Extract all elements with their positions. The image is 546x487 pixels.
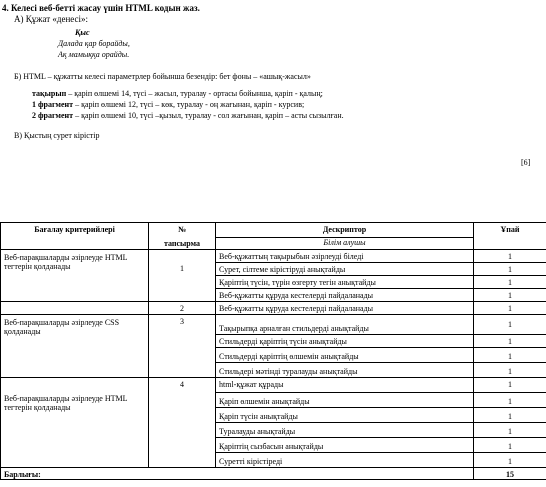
part-c-label: В) Қыстың сурет кірістір [14, 131, 100, 140]
part-a-label: А) Құжат «денесі»: [14, 14, 89, 24]
param-line-3-text: – қаріп өлшемі 10, түсі –қызыл, туралау - сол жағынан, қаріп – асты сызылған. [73, 111, 344, 120]
points-cell: 1 [474, 408, 546, 423]
param-line-1-bold: тақырып [32, 89, 67, 98]
points-cell: 1 [474, 315, 546, 335]
poem-line-1: Далада қар борайды, [58, 39, 130, 48]
table-row [1, 315, 546, 335]
header-criteria: Бағалау критерийлері [1, 223, 149, 250]
descriptor-cell: Стильдері мәтінді туралауды анықтайды [216, 363, 474, 378]
points-cell: 1 [474, 289, 546, 302]
criterion-html-2: Веб-парақшаларды әзірлеуде HTML тегтерін қолданады [1, 378, 149, 468]
param-line-1-text: – қаріп өлшемі 14, түсі – жасыл, туралау - ортасы бойынша, қаріп - қалың; [66, 89, 323, 98]
poem-title: Қыс [75, 28, 90, 37]
descriptor-cell: Суретті кірістіреді [216, 453, 474, 468]
descriptor-cell: Веб-құжатты құруда кестелерді пайдаланады [216, 302, 474, 315]
table-row [1, 250, 546, 263]
descriptor-cell: Тақырыпқа арналған стильдерді анықтайды [216, 315, 474, 335]
param-line-3 [32, 111, 344, 120]
points-cell: 1 [474, 276, 546, 289]
points-cell: 1 [474, 363, 546, 378]
points-cell: 1 [474, 348, 546, 363]
param-line-3-bold: 2 фрагмент [32, 111, 74, 120]
descriptor-cell: Сурет, сілтеме кірістіруді анықтайды [216, 263, 474, 276]
points-cell: 1 [474, 250, 546, 263]
points-cell: 1 [474, 263, 546, 276]
points-cell: 1 [474, 393, 546, 408]
descriptor-cell: Стильдерді қаріптің өлшемін анықтайды [216, 348, 474, 363]
task-number-cell: 3 [149, 315, 216, 378]
param-line-2-bold: 1 фрагмент [32, 100, 74, 109]
descriptor-cell: html-құжат құрады [216, 378, 474, 393]
poem-line-2: Ақ мамыққа орайды. [58, 50, 130, 59]
header-row [1, 223, 546, 238]
total-row [1, 468, 546, 480]
header-descriptor: Дескриптор [216, 223, 474, 238]
descriptor-cell: Туралауды анықтайды [216, 423, 474, 438]
task-number-cell: 4 [149, 378, 216, 468]
criterion-html-1: Веб-парақшаларды әзірлеуде HTML тегтерін қолданады [1, 250, 149, 302]
assessment-table [0, 222, 546, 480]
points-cell: 1 [474, 302, 546, 315]
param-line-2-text: – қаріп өлшемі 12, түсі – көк, туралау - оң жағынан, қаріп - курсив; [73, 100, 305, 109]
task-number-cell: 2 [149, 302, 216, 315]
descriptor-cell: Стильдерді қаріптің түсін анықтайды [216, 335, 474, 348]
marks-label: [6] [521, 158, 531, 167]
header-task-no [149, 223, 216, 250]
task-number-cell: 1 [149, 250, 216, 302]
descriptor-cell: Қаріп түсін анықтайды [216, 408, 474, 423]
descriptor-cell: Веб-құжатты құруда кестелерді пайдаланады [216, 289, 474, 302]
total-label: Барлығы: [1, 468, 474, 480]
header-points: Ұпай [474, 223, 546, 250]
header-task-no-word: тапсырма [163, 239, 201, 248]
criterion-empty-cell [1, 302, 149, 315]
subheader-learner: Білім алушы [216, 238, 474, 250]
param-line-1 [32, 89, 323, 98]
points-cell: 1 [474, 423, 546, 438]
descriptor-cell: Қаріптің түсін, түрін өзгерту тегін анықтайды [216, 276, 474, 289]
points-cell: 1 [474, 335, 546, 348]
total-value: 15 [474, 468, 546, 480]
table-row [1, 302, 546, 315]
criterion-css: Веб-парақшаларды әзірлеуде CSS қолданады [1, 315, 149, 378]
points-cell: 1 [474, 438, 546, 453]
part-b-label: Б) HTML – құжатты келесі параметрлер бойынша безендір: бет фоны – «ашық-жасыл» [14, 72, 311, 81]
descriptor-cell: Веб-құжаттың тақырыбын әзірлеуді біледі [216, 250, 474, 263]
param-line-2 [32, 100, 304, 109]
points-cell: 1 [474, 453, 546, 468]
task-title: 4. Келесі веб-бетті жасау үшін HTML кодын жаз. [2, 3, 200, 13]
points-cell: 1 [474, 378, 546, 393]
descriptor-cell: Қаріп өлшемін анықтайды [216, 393, 474, 408]
header-task-no-symbol: № [177, 225, 187, 234]
descriptor-cell: Қаріптің сызбасын анықтайды [216, 438, 474, 453]
table-row [1, 378, 546, 393]
